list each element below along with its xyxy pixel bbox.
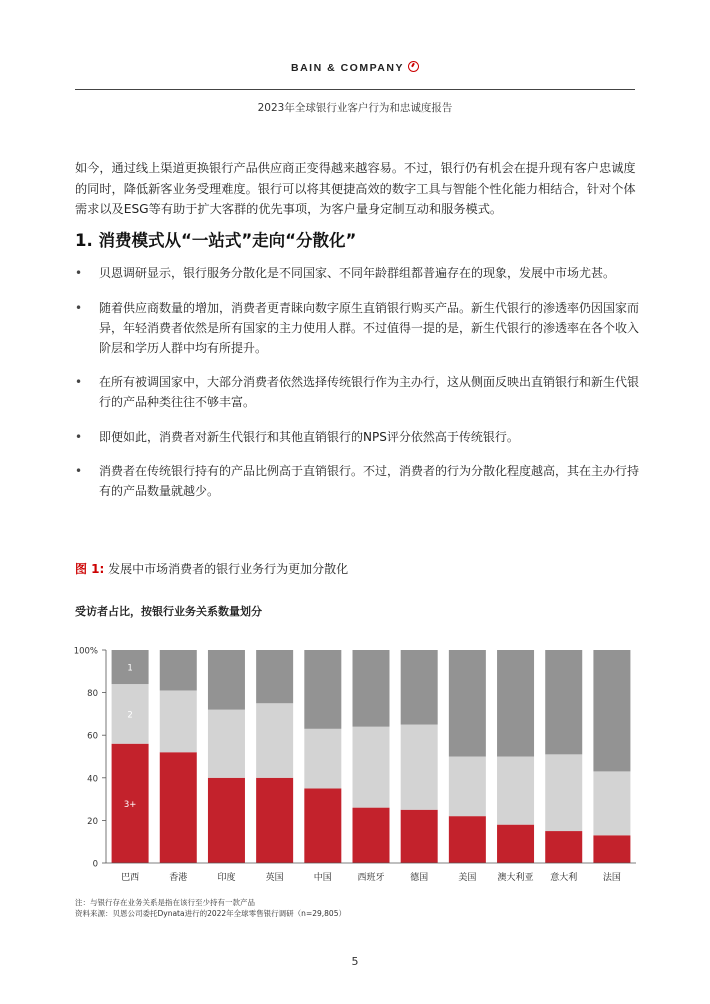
bar-segment-2 [160, 690, 197, 752]
bain-logo-icon [408, 61, 419, 72]
section-heading: 1. 消费模式从“一站式”走向“分散化” [75, 231, 357, 250]
bar-segment-3plus [593, 835, 630, 863]
bar-segment-1 [449, 650, 486, 757]
bullet-text: 消费者在传统银行持有的产品比例高于直销银行。不过，消费者的行为分散化程度越高，其在主办行持有的产品数量就越少。 [99, 464, 640, 498]
list-item [75, 461, 645, 501]
list-item [75, 263, 645, 283]
report-title: 2023年全球银行业客户行为和忠诚度报告 [257, 102, 453, 114]
bar-segment-2 [208, 710, 245, 778]
x-tick-label: 美国 [458, 873, 477, 883]
bar-segment-1 [353, 650, 390, 727]
bar-segment-1 [545, 650, 582, 754]
bullet-icon: • [75, 375, 83, 389]
figure-title-text: 发展中市场消费者的银行业务行为更加分散化 [104, 562, 349, 576]
figure-subtitle: 受访者占比，按银行业务关系数量划分 [75, 605, 262, 618]
list-item [75, 427, 645, 447]
series-label: 3+ [123, 799, 137, 810]
brand-logo [0, 61, 710, 74]
bullet-icon: • [75, 429, 83, 444]
x-tick-label: 意大利 [550, 873, 578, 883]
bullet-text: 在所有被调国家中，大部分消费者依然选择传统银行作为主办行，这从侧面反映出直销银行和新生代银行的产品种类往往不够丰富。 [99, 375, 640, 409]
page-number: 5 [351, 955, 359, 968]
brand-name: BAIN & COMPANY [291, 62, 404, 74]
x-tick-label: 香港 [169, 873, 188, 883]
source-line: 资料来源：贝恩公司委托Dynata进行的2022年全球零售银行调研（n=29,805） [75, 909, 346, 918]
series-label: 2 [127, 710, 133, 721]
bar-segment-1 [401, 650, 438, 725]
bar-segment-2 [401, 725, 438, 810]
bar-segment-3plus [353, 808, 390, 863]
figure-notes [75, 897, 346, 919]
bar-segment-3plus [160, 752, 197, 863]
y-tick-label: 60 [87, 731, 98, 742]
bar-segment-3plus [208, 778, 245, 863]
bullet-icon: • [75, 266, 83, 280]
bar-segment-2 [449, 757, 486, 817]
bar-segment-3plus [304, 788, 341, 863]
bullet-icon: • [75, 300, 83, 315]
y-tick-label: 40 [87, 774, 98, 785]
x-tick-label: 西班牙 [357, 873, 385, 883]
bar-segment-2 [304, 729, 341, 789]
series-label: 1 [127, 663, 133, 674]
bar-segment-3plus [401, 810, 438, 863]
bar-segment-2 [545, 754, 582, 831]
x-tick-label: 德国 [410, 873, 429, 883]
stacked-bar-chart [70, 640, 650, 890]
bar-segment-1 [160, 650, 197, 690]
bar-segment-2 [353, 727, 390, 808]
bar-segment-1 [208, 650, 245, 710]
y-tick-label: 0 [92, 859, 98, 870]
bar-segment-3plus [545, 831, 582, 863]
bar-segment-3plus [449, 816, 486, 863]
x-tick-label: 中国 [313, 873, 332, 883]
bullet-list [75, 263, 645, 516]
bar-segment-3plus [497, 825, 534, 863]
bullet-text: 随着供应商数量的增加，消费者更青睐向数字原生直销银行购买产品。新生代银行的渗透率仍因国家而异，年轻消费者依然是所有国家的主力使用人群。不过值得一提的是，新生代银行的渗透率在各个收入阶层和学历人群中均有所提升。 [99, 300, 640, 355]
bar-segment-1 [304, 650, 341, 729]
bar-segment-2 [593, 771, 630, 835]
intro-paragraph: 如今，通过线上渠道更换银行产品供应商正变得越来越容易。不过，银行仍有机会在提升现有客户忠诚度的同时，降低新客业务受理难度。银行可以将其便捷高效的数字工具与智能个性化能力相结合，针对个体需求以及ESG等有助于扩大客群的优先事项，为客户量身定制互动和服务模式。 [75, 161, 636, 216]
bar-segment-2 [497, 757, 534, 825]
bar-segment-1 [593, 650, 630, 771]
figure-label: 图 1: [75, 562, 105, 576]
y-tick-label: 20 [87, 816, 98, 827]
header-divider [75, 89, 635, 90]
y-tick-label: 80 [87, 689, 98, 700]
bar-segment-3plus [256, 778, 293, 863]
figure-title [75, 560, 348, 577]
note-line: 注：与银行存在业务关系是指在该行至少持有一款产品 [75, 898, 255, 907]
bar-segment-1 [256, 650, 293, 703]
list-item [75, 372, 645, 412]
y-tick-label: 100% [73, 646, 98, 657]
bullet-icon: • [75, 464, 83, 478]
bar-segment-1 [497, 650, 534, 757]
list-item [75, 298, 645, 358]
x-tick-label: 澳大利亚 [497, 873, 534, 883]
bullet-text: 即便如此，消费者对新生代银行和其他直销银行的NPS评分依然高于传统银行。 [99, 429, 519, 444]
x-tick-label: 印度 [217, 873, 236, 883]
bar-segment-2 [256, 703, 293, 778]
x-tick-label: 法国 [602, 873, 621, 883]
x-tick-label: 巴西 [121, 873, 140, 883]
bullet-text: 贝恩调研显示，银行服务分散化是不同国家、不同年龄群组都普遍存在的现象，发展中市场尤甚。 [99, 266, 616, 280]
x-tick-label: 英国 [265, 873, 284, 883]
